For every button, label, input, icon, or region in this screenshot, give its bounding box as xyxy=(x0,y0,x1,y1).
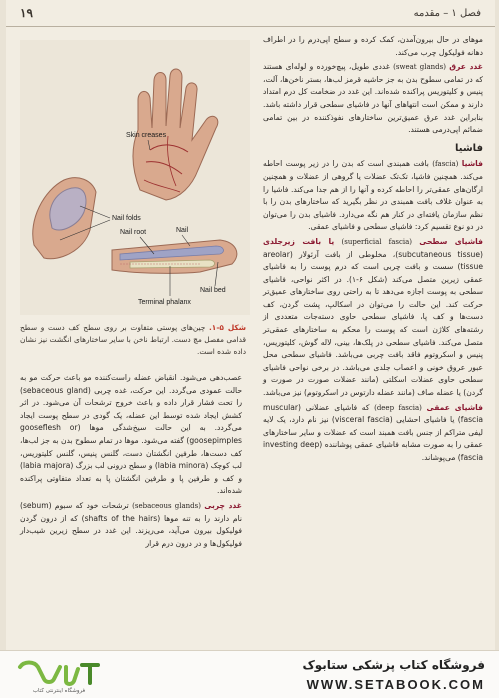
page-number: ۱۹ xyxy=(20,6,33,20)
label-skin-creases: Skin creases xyxy=(126,132,167,139)
figure-skin-nail xyxy=(20,40,250,315)
chapter-title: فصل ۱ – مقدمه xyxy=(413,7,481,19)
paragraph: موهای در حال بیرون‌آمدن، کمک کرده و سطح اپی‌درم را در اطراف دهانه فولیکول چرب می‌کند. xyxy=(263,35,483,57)
figure-number: شکل ۵-۱. xyxy=(208,323,246,332)
store-title: فروشگاه کتاب پزشکی ستابوک xyxy=(302,658,485,672)
paragraph-sweat-glands: غدد عرق (sweat glands) غددی طویل، پیچ‌خورده و لوله‌ای هستند که در تمامی سطوح بدن به جز حاشیه قرمز لب‌ها، بستر ناخن‌ها، آلت، پنیس و کلیتوریس پراکنده شده‌اند. این غدد در ضخامت کل درم امتداد دارند و ممکن است انتهاهای آنها در فاشیای سطحی قرار داشته باشد. بنابراین غدد عرق عمیق‌ترین ساختارهای نفوذکننده در بین تمامی ضمائم اپی‌درمی هستند. xyxy=(263,62,483,135)
figure-illustration xyxy=(20,40,250,315)
left-column xyxy=(20,372,242,552)
setabook-logo[interactable] xyxy=(14,657,104,695)
label-nail-bed: Nail bed xyxy=(200,287,226,294)
store-url-link[interactable]: WWW.SETABOOK.COM xyxy=(306,677,485,692)
paragraph-superficial-fascia: فاشیای سطحی (superficial fascia) یا بافت زیرجلدی (subcutaneous tissue)، مخلوطی از بافت آرئولار (areolar tissue) سست و بافت چربی است که درم پوست را به فاشیای عمقی زیرین متصل می‌کند (شکل ۶-۱). در اکثر نواحی، فاشیای سطحی به پوست اجازه می‌دهد تا به راحتی روی ساختارهای عمیق‌تر حرکت کند. این حالت را می‌توان در اسکالپ، پشت گردن، کف دست‌ها و کف پا، فاشیای سطحی حاوی دسته‌جات متعددی از رشته‌های کلاژن است که پوست را محکم به ساختارهای عمقی‌تر متصل می‌کند. فاشیای سطحی در پلک‌ها، بینی، لاله گوش، کلیتوریس، پنیس و اسکروتوم فاقد بافت چربی می‌باشد. فاشیای سطحی محل عبور عروق خونی و اعصاب جلدی می‌باشد. در برخی نواحی فاشیای سطحی حاوی عضلات اسکلتی (مانند عضلات صورت در صورت و گردن) یا عضله صاف (مانند عضله دارتوس در اسکروتوم) نیز می‌باشد. xyxy=(263,236,484,398)
term-fascia: فاشیا xyxy=(461,159,484,169)
paragraph: عصب‌دهی می‌شود. انقباض عضله راست‌کننده مو باعث حرکت مو به حالت عمودی می‌گردد. این حرکت، غده چربی (sebaceous gland) را تحت فشار قرار داده و باعث خروج ترشحات آن می‌شود. در اثر کشش ایجاد شده توسط این عضله، یک گودی در سطح پوست ایجاد می‌گردد. به این حالت سیخ‌شدگی موها (gooseflesh or goosepimples) گفته می‌شود. موها در تمام سطوح بدن به جز لب‌ها، کف دست‌ها، طرفین انگشتان دست، گلنس پنیس، گلنس کلیتوریس، لب کوچک (labia minora) و سطح درونی لب بزرگ (labia majora) و کف و طرفین پا و طرفین انگشتان پا به تعداد متفاوتی پراکنده شده‌اند. xyxy=(20,373,243,496)
paragraph-deep-fascia: فاشیای عمقی (deep fascia) که فاشیای عضلانی (muscular fascia) یا فاشیای احشایی (visceral fascia) نیز نام دارد، یک لایه لیفی متراکم از جنس بافت همبند است که عضلات و سایر ساختارهای عمقی را به صورت مشابه فاشیای عمقی پوشاننده (investing deep fascia) می‌پوشاند. xyxy=(263,402,483,462)
label-nail: Nail xyxy=(176,227,189,234)
term-sebaceous-glands: غدد چربی xyxy=(204,500,242,510)
label-nail-root: Nail root xyxy=(120,229,147,236)
finger-illustration xyxy=(33,178,96,259)
finger-section-illustration xyxy=(112,240,237,273)
store-footer-banner xyxy=(0,650,499,698)
section-heading-fascia: فاشیا xyxy=(455,142,483,154)
label-nail-folds: Nail folds xyxy=(112,215,141,222)
page-header xyxy=(6,0,495,27)
label-terminal-phalanx: Terminal phalanx xyxy=(138,299,191,306)
term-deep-fascia: فاشیای عمقی xyxy=(426,402,483,412)
paragraph-fascia: فاشیا (fascia) بافت همبندی است که بدن را در زیر پوست احاطه می‌کند. همچنین فاشیا، تک‌تک عضلات یا گروهی از عضلات و همچنین ارگان‌های عمقی‌تر را احاطه کرده و آنها را از هم جدا می‌کند. فاشیا را به عنوان غلاف بافت همبندی در نظر بگیرید که ساختارهای بدن را با نظم سازمان یافته‌ای در کنار هم نگه می‌دارد. فاشیای بدن را می‌توان در دو نوع تقسیم کرد: فاشیای سطحی و فاشیای عمقی. xyxy=(263,159,484,232)
term-superficial-fascia: فاشیای سطحی xyxy=(419,236,483,246)
logo-subtitle: فروشگاه اینترنتی کتاب xyxy=(32,688,86,694)
right-column xyxy=(263,34,483,467)
term-sweat-glands: غدد عرق xyxy=(449,62,483,72)
book-page xyxy=(6,0,495,650)
figure-caption: شکل ۵-۱. چین‌های پوستی متفاوت بر روی سطح کف دست و سطح قدامی مفصل مچ دست. ارتباط ناخن با سایر ساختارهای انگشت نیز نشان داده شده است. xyxy=(20,323,246,356)
paragraph-sebaceous-glands: غدد چربی (sebaceous glands) ترشحات خود که سبوم (sebum) نام دارند را به تنه موها (shafts of the hairs) که از درون گردن فولیکول بیرون می‌آید، می‌ریزند. این غدد در سطح زیرین شیب‌دار فولیکول‌ها و در درون درم قرار xyxy=(20,500,242,548)
